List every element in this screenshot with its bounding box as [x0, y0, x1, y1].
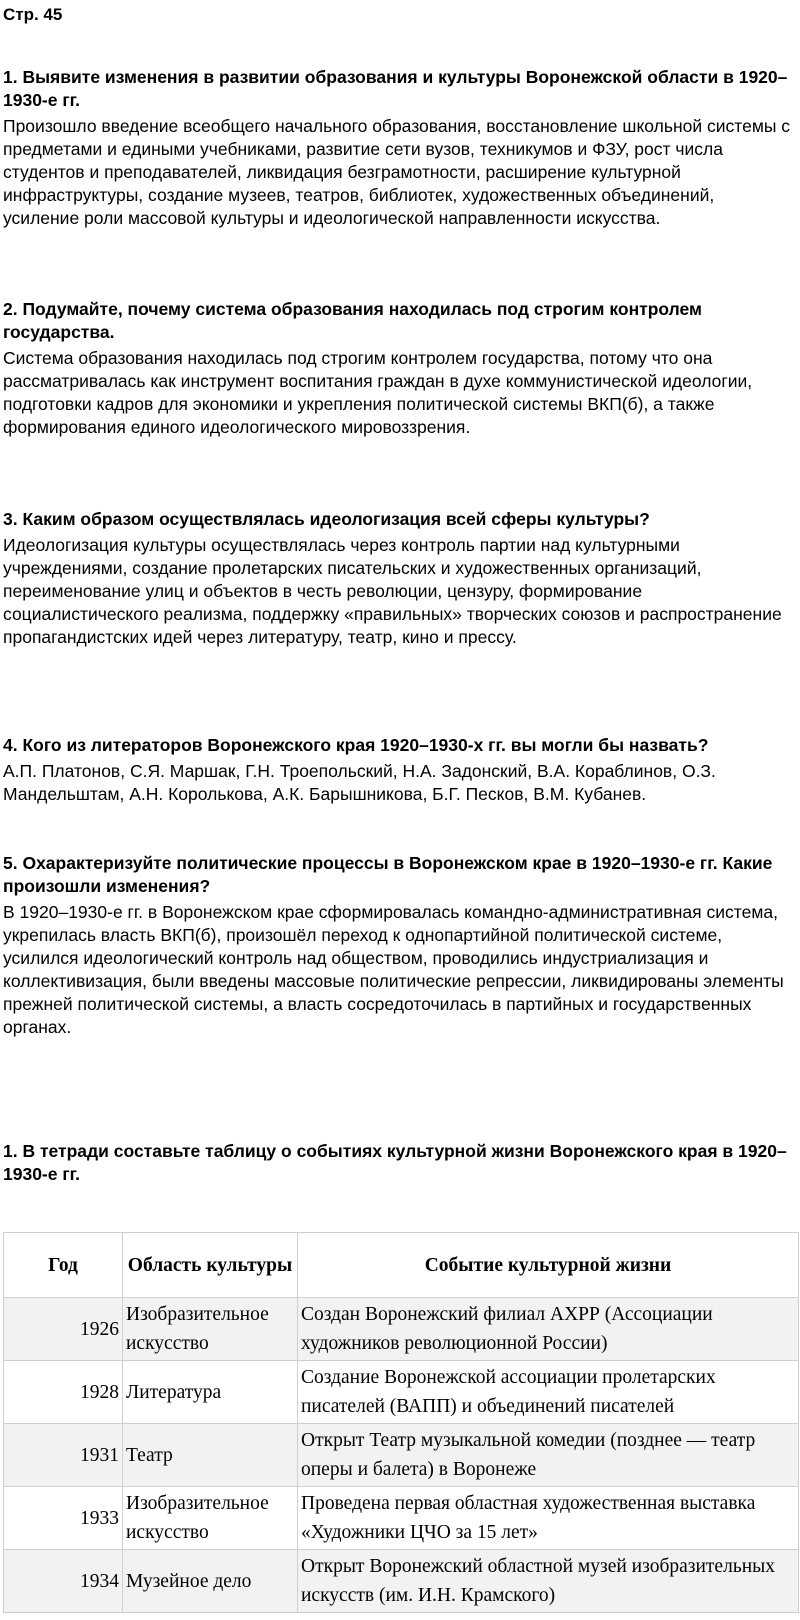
- table-row: [4, 1550, 799, 1613]
- answer-text: В 1920–1930-е гг. в Воронежском крае сформировалась командно-административная система, укрепилась власть ВКП(б), произошёл переход к однопартийной политической системе, усилился идеологический контроль над обществом, проводились индустриализация и коллективизация, были введены массовые политические репрессии, ликвидированы элементы прежней политической системы, а власть сосредоточилась в партийных и государственных органах.: [3, 902, 784, 1037]
- cell-event: Открыт Театр музыкальной комедии (позднее — театр оперы и балета) в Воронеже: [298, 1424, 799, 1487]
- cell-area: Изобразительное искусство: [123, 1298, 298, 1361]
- header-year: Год: [4, 1233, 123, 1298]
- question-heading: 1. Выявите изменения в развитии образования и культуры Воронежской области в 1920–1930-е гг.: [3, 67, 788, 110]
- question-block-1: [3, 66, 795, 230]
- question-block-3: [3, 508, 795, 649]
- task-block-1: [3, 1140, 795, 1186]
- cell-year: 1928: [4, 1361, 123, 1424]
- answer-text: Система образования находилась под строгим контролем государства, потому что она рассматривалась как инструмент воспитания граждан в духе коммунистической идеологии, подготовки кадров для экономики и укрепления политической системы ВКП(б), а также формирования единого идеологического мировоззрения.: [3, 348, 753, 437]
- culture-events-table: [3, 1232, 799, 1613]
- question-heading: 2. Подумайте, почему система образования находилась под строгим контролем государства.: [3, 299, 703, 342]
- cell-year: 1926: [4, 1298, 123, 1361]
- page-number: Стр. 45: [3, 5, 63, 24]
- question-block-2: [3, 298, 795, 439]
- question-heading: 5. Охарактеризуйте политические процессы в Воронежском крае в 1920–1930-е гг. Какие произошли изменения?: [3, 853, 773, 896]
- header-event: Событие культурной жизни: [298, 1233, 799, 1298]
- question-heading: 4. Кого из литераторов Воронежского края 1920–1930-х гг. вы могли бы назвать?: [3, 735, 709, 755]
- cell-area: Музейное дело: [123, 1550, 298, 1613]
- cell-year: 1933: [4, 1487, 123, 1550]
- cell-event: Создание Воронежской ассоциации пролетарских писателей (ВАПП) и объединений писателей: [298, 1361, 799, 1424]
- cell-area: Изобразительное искусство: [123, 1487, 298, 1550]
- answer-text: А.П. Платонов, С.Я. Маршак, Г.Н. Троепольский, Н.А. Задонский, В.А. Кораблинов, О.З. Мандельштам, А.Н. Королькова, А.К. Барышникова, Б.Г. Песков, В.М. Кубанев.: [3, 761, 716, 804]
- answer-text: Идеологизация культуры осуществлялась через контроль партии над культурными учреждениями, создание пролетарских писательских и художественных организаций, переименование улиц и объектов в честь революции, цензуру, формирование социалистического реализма, поддержку «правильных» творческих союзов и распространение пропагандистских идей через литературу, театр, кино и прессу.: [3, 535, 782, 647]
- table-row: [4, 1361, 799, 1424]
- cell-event: Открыт Воронежский областной музей изобразительных искусств (им. И.Н. Крамского): [298, 1550, 799, 1613]
- question-block-5: [3, 852, 795, 1039]
- header-area: Область культуры: [123, 1233, 298, 1298]
- cell-event: Создан Воронежский филиал АХРР (Ассоциации художников революционной России): [298, 1298, 799, 1361]
- table-header-row: [4, 1233, 799, 1298]
- question-heading: 3. Каким образом осуществлялась идеологизация всей сферы культуры?: [3, 509, 650, 529]
- table-row: [4, 1487, 799, 1550]
- question-block-4: [3, 734, 795, 806]
- cell-area: Театр: [123, 1424, 298, 1487]
- cell-year: 1934: [4, 1550, 123, 1613]
- table-row: [4, 1298, 799, 1361]
- cell-area: Литература: [123, 1361, 298, 1424]
- cell-year: 1931: [4, 1424, 123, 1487]
- table-row: [4, 1424, 799, 1487]
- task-heading: 1. В тетради составьте таблицу о событиях культурной жизни Воронежского края в 1920–1930-е гг.: [3, 1141, 787, 1184]
- answer-text: Произошло введение всеобщего начального образования, восстановление школьной системы с предметами и едиными учебниками, развитие сети вузов, техникумов и ФЗУ, рост числа студентов и преподавателей, ликвидация безграмотности, расширение культурной инфраструктуры, создание музеев, театров, библиотек, художественных объединений, усиление роли массовой культуры и идеологической направленности искусства.: [3, 116, 791, 228]
- cell-event: Проведена первая областная художественная выставка «Художники ЦЧО за 15 лет»: [298, 1487, 799, 1550]
